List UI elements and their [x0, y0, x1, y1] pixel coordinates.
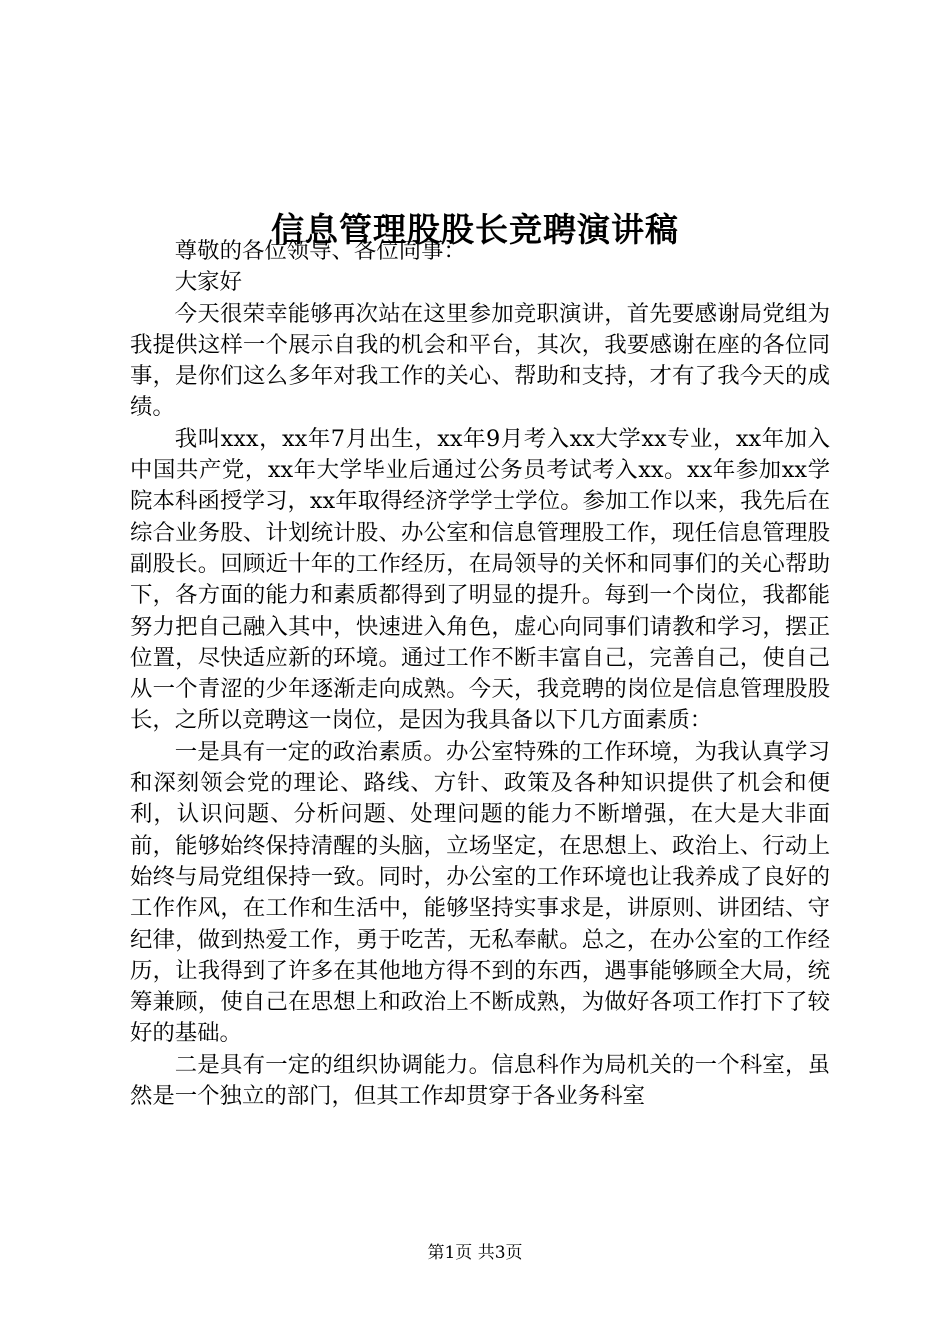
document-body [130, 236, 830, 1112]
paragraph-coordination-ability: 二是具有一定的组织协调能力。信息科作为局机关的一个科室，虽然是一个独立的部门，但其工作却贯穿于各业务科室 [130, 1051, 830, 1110]
paragraph-political-quality: 一是具有一定的政治素质。办公室特殊的工作环境，为我认真学习和深刻领会党的理论、路线、方针、政策及各种知识提供了机会和便利，认识问题、分析问题、处理问题的能力不断增强，在大是大非面前，能够始终保持清醒的头脑，立场坚定，在思想上、政治上、行动上始终与局党组保持一致。同时，办公室的工作环境也让我养成了良好的工作作风，在工作和生活中，能够坚持实事求是，讲原则、讲团结、守纪律，做到热爱工作，勇于吃苦，无私奉献。总之，在办公室的工作经历，让我得到了许多在其他地方得不到的东西，遇事能够顾全大局，统筹兼顾，使自己在思想上和政治上不断成熟，为做好各项工作打下了较好的基础。 [130, 738, 830, 1047]
page-footer: 第1页 共3页 [427, 1243, 523, 1263]
greeting: 大家好 [174, 269, 242, 296]
document-title: 信息管理股股长竞聘演讲稿 [271, 210, 679, 250]
paragraph-background: 我叫xxx，xx年7月出生，xx年9月考入xx大学xx专业，xx年加入中国共产党，xx年大学毕业后通过公务员考试考入xx。xx年参加xx学院本科函授学习，xx年取得经济学学士学位。参加工作以来，我先后在综合业务股、计划统计股、办公室和信息管理股工作，现任信息管理股副股长。回顾近十年的工作经历，在局领导的关怀和同事们的关心帮助下，各方面的能力和素质都得到了明显的提升。每到一个岗位，我都能努力把自己融入其中，快速进入角色，虚心向同事们请教和学习，摆正位置，尽快适应新的环境。通过工作不断丰富自己，完善自己，使自己从一个青涩的少年逐渐走向成熟。今天，我竞聘的岗位是信息管理股股长，之所以竞聘这一岗位，是因为我具备以下几方面素质： [130, 425, 830, 734]
paragraph-intro: 今天很荣幸能够再次站在这里参加竞职演讲，首先要感谢局党组为我提供这样一个展示自我的机会和平台，其次，我要感谢在座的各位同事，是你们这么多年对我工作的关心、帮助和支持，才有了我今天的成绩。 [130, 300, 830, 421]
salutation: 尊敬的各位领导、各位同事： [174, 238, 466, 264]
